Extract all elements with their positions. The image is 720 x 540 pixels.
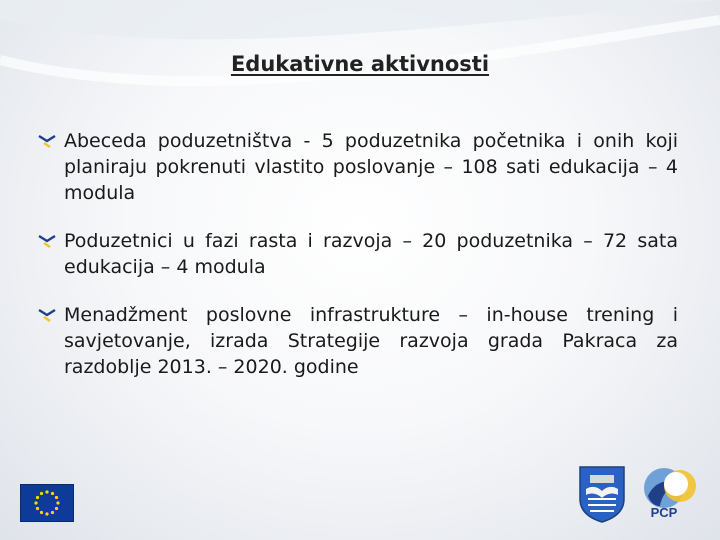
- bullet-text: Abeceda poduzetništva - 5 poduzetnika početnika i onih koji planiraju pokrenuti vlastito poslovanje – 108 sati edukacija – 4 modula: [64, 130, 678, 204]
- bullet-text: Menadžment poslovne infrastrukture – in-house trening i savjetovanje, izrada Strategije razvoja grada Pakraca za razdoblje 2013. – 2020. godine: [64, 304, 678, 378]
- arrow-bullet-icon: [38, 234, 56, 248]
- coat-of-arms-icon: [578, 465, 626, 523]
- bullet-item: [38, 302, 678, 380]
- slide-title: Edukativne aktivnosti: [230, 52, 490, 76]
- eu-flag-icon: [20, 484, 74, 522]
- pcp-label: PCP: [650, 505, 678, 520]
- arrow-bullet-icon: [38, 308, 56, 322]
- bullet-text: Poduzetnici u fazi rasta i razvoja – 20 poduzetnika – 72 sata edukacija – 4 modula: [64, 230, 678, 278]
- bullet-item: [38, 228, 678, 280]
- bullet-item: [38, 128, 678, 206]
- arrow-bullet-icon: [38, 134, 56, 148]
- bullet-list: [38, 128, 678, 402]
